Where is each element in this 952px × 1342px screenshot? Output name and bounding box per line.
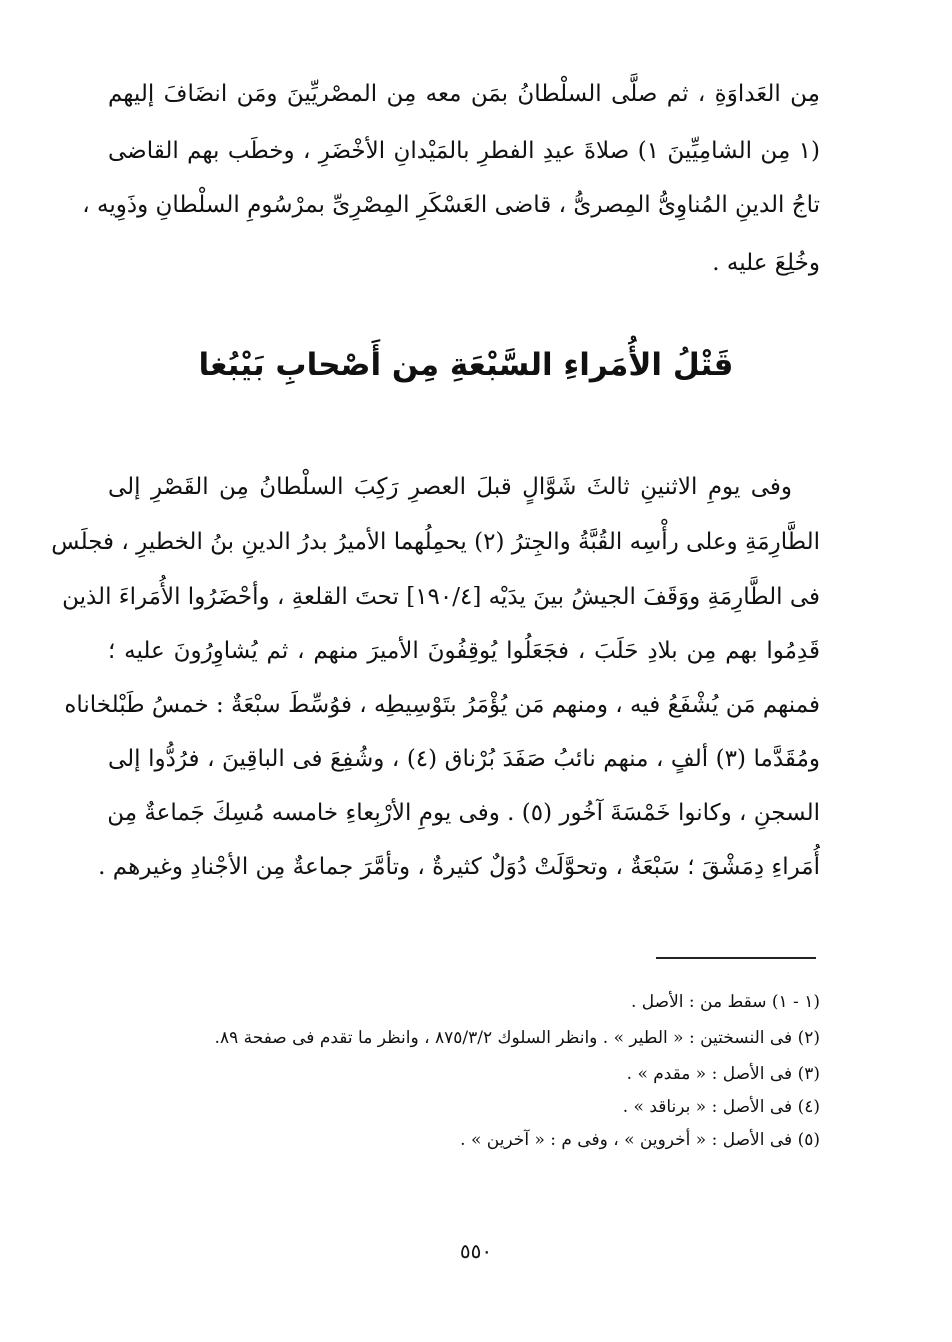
- footnote: (٣) فى الأصل : « مقدم » .: [626, 1064, 820, 1084]
- text-line: أُمَراءِ دِمَشْقَ ؛ سَبْعَةٌ ، وتحوَّلَتْ دُوَلٌ كثيرةٌ ، وتأمَّرَ جماعةٌ مِن الأجْنادِ وغيرهم .: [98, 854, 820, 880]
- text-line: وفى يومِ الاثنينِ ثالثَ شَوَّالٍ قبلَ العصرِ رَكِبَ السلْطانُ مِن القَصْرِ إلى: [108, 474, 792, 500]
- footnote: (١ - ١) سقط من : الأصل .: [630, 992, 820, 1012]
- text-line: (١ مِن الشامِيِّينَ ١) صلاةَ عيدِ الفطرِ بالمَيْدانِ الأخْضَرِ ، وخطَب بهم القاضى: [108, 138, 820, 164]
- text-line: ومُقَدَّما (٣) ألفٍ ، منهم نائبُ صَفَدَ بُرْناق (٤) ، وشُفِعَ فى الباقِينَ ، فرُدُّوا إلى: [108, 746, 820, 772]
- footnote: (٥) فى الأصل : « أخروين » ، وفى م : « آخرين » .: [460, 1130, 820, 1150]
- text-line: مِن العَداوَةِ ، ثم صلَّى السلْطانُ بمَن معه مِن المصْريِّينَ ومَن انضَافَ إليهم: [108, 81, 820, 107]
- footnote: (٢) فى النسختين : « الطير » . وانظر السلوك ٨٧٥/٣/٢ ، وانظر ما تقدم فى صفحة ٨٩.: [214, 1028, 820, 1048]
- text-line: قَدِمُوا بهم مِن بلادِ حَلَبَ ، فجَعَلُوا يُوقِفُونَ الأميرَ منهم ، ثم يُشاوِرُونَ عليه ؛: [108, 638, 820, 664]
- text-line: وخُلِعَ عليه .: [712, 250, 820, 276]
- page-number: ٥٥٠: [459, 1239, 493, 1263]
- footnote: (٤) فى الأصل : « برناقد » .: [622, 1097, 820, 1117]
- text-line: فى الطَّارِمَةِ ووَقَفَ الجيشُ بينَ يدَيْه [١٩٠/٤] تحتَ القلعةِ ، وأحْضَرُوا الأُمَراءَ الذين: [62, 584, 820, 610]
- text-line: فمنهم مَن يُشْفَعُ فيه ، ومنهم مَن يُؤْمَرُ بتَوْسِيطِه ، فوُسِّطَ سبْعَةٌ : خمسُ طَبْلخاناه: [64, 692, 820, 718]
- footnote-divider: [656, 957, 816, 959]
- section-heading: قَتْلُ الأُمَراءِ السَّبْعَةِ مِن أَصْحابِ بَيْبُغا: [198, 347, 734, 383]
- text-line: تاجُ الدينِ المُناوِىُّ المِصرىُّ ، قاضى العَسْكَرِ المِصْرِىِّ بمرْسُومِ السلْطانِ وذَوِيه ،: [82, 192, 820, 218]
- text-line: السجنِ ، وكانوا خَمْسَةَ آخُور (٥) . وفى يومِ الأرْبِعاءِ خامسه مُسِكَ جَماعةٌ مِن: [107, 800, 820, 826]
- text-line: الطَّارِمَةِ وعلى رأْسِه القُبَّةُ والجِترُ (٢) يحمِلُهما الأميرُ بدرُ الدينِ بنُ الخطيرِ ، فجلَس: [51, 529, 820, 555]
